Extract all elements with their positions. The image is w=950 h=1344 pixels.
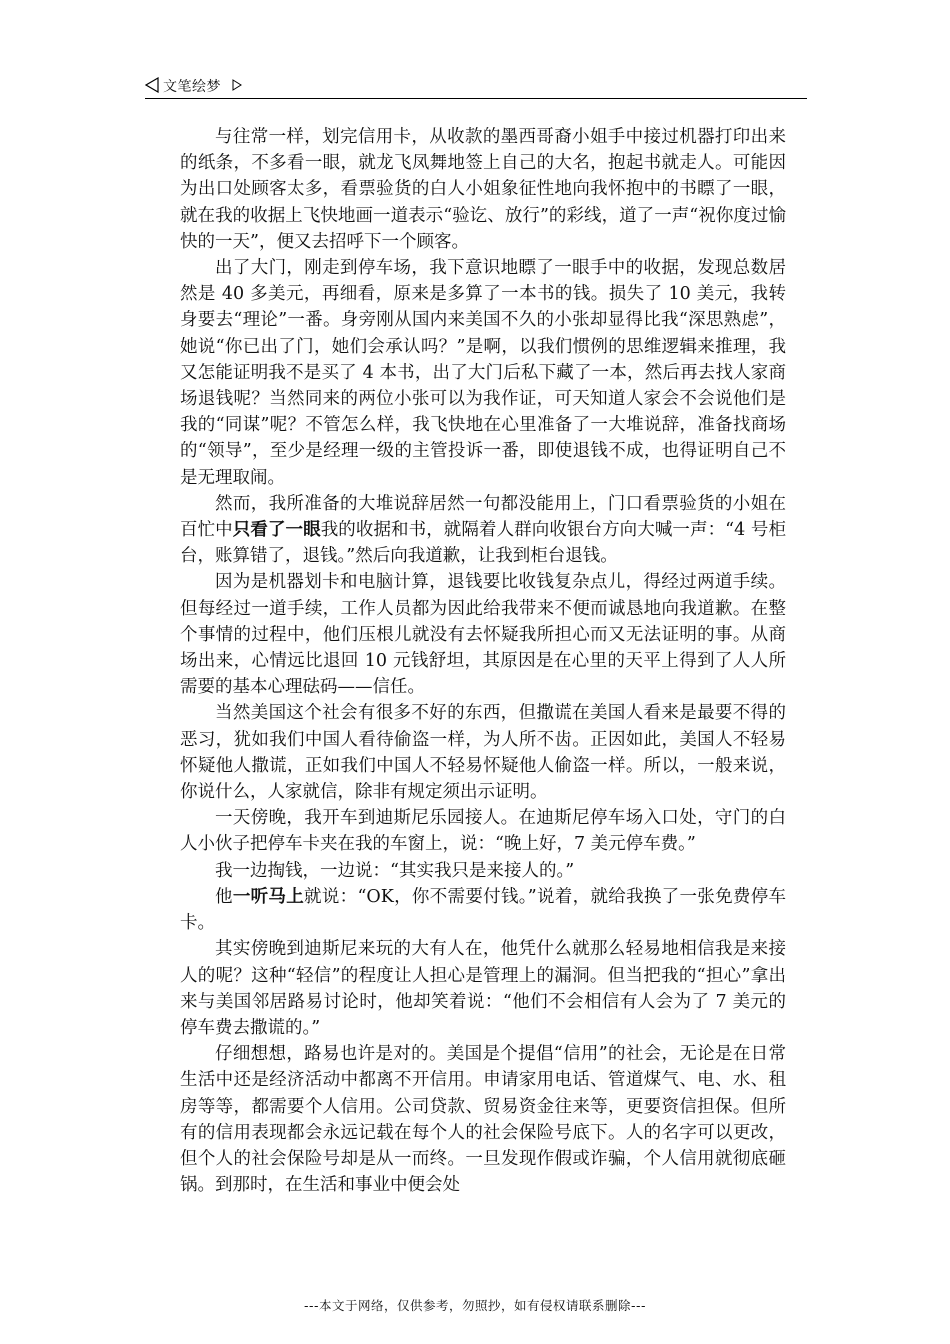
- paragraph: 我一边掏钱，一边说：“其实我只是来接人的。”: [215, 860, 575, 881]
- article-body: [180, 124, 786, 1198]
- page-header: [145, 74, 807, 99]
- paragraph: 与往常一样，划完信用卡，从收款的墨西哥裔小姐手中接过机器打印出来的纸条，不多看一眼，就龙飞凤舞地签上自己的大名，抱起书就走人。可能因为出口处顾客太多，看票验货的白人小姐象征性地向我怀抱中的书瞟了一眼，就在我的收据上飞快地画一道表示“验讫、放行”的彩线，道了一声“祝你度过愉快的一天”，便又去招呼下一个顾客。: [180, 127, 786, 252]
- triangle-right-outline-icon: [232, 79, 242, 91]
- triangle-left-outline-icon: [145, 77, 159, 93]
- paragraph-text: 他: [215, 886, 233, 907]
- paragraph: 出了大门，刚走到停车场，我下意识地瞟了一眼手中的收据，发现总数居然是 40 多美元，再细看，原来是多算了一本书的钱。损失了 10 美元，我转身要去“理论”一番。身旁刚从国内来美国不久的小张却显得比我“深思熟虑”，她说“你已出了门，她们会承认吗？”是啊，以我们惯例的思维逻辑来推理，我又怎能证明我不是买了 4 本书，出了大门后私下藏了一本，然后再去找人家商场退钱呢？当然同来的两位小张可以为我作证，可天知道人家会不会说他们是我的“同谋”呢？不管怎么样，我飞快地在心里准备了一大堆说辞，准备找商场的“领导”，至少是经理一级的主管投诉一番，即使退钱不成，也得证明自己不是无理取闹。: [180, 258, 786, 488]
- paragraph-text: 就说：“OK，你不需要付钱。”说着，就给我换了一张免费停车卡。: [180, 886, 787, 934]
- paragraph: [180, 884, 786, 936]
- paragraph: 当然美国这个社会有很多不好的东西，但撒谎在美国人看来是最要不得的恶习，犹如我们中国人看待偷盗一样，为人所不齿。正因如此，美国人不轻易怀疑他人撒谎，正如我们中国人不轻易怀疑他人偷盗一样。所以，一般来说，你说什么，人家就信，除非有规定须出示证明。: [180, 703, 786, 803]
- paragraph-text: 然而，我所准备的大堆说辞居然一句都没能用上，门口看票验货的小姐在百忙中: [180, 493, 786, 541]
- page-footer-disclaimer: ---本文于网络，仅供参考，勿照抄，如有侵权请联系删除---: [303, 1298, 647, 1313]
- paragraph: [180, 491, 786, 570]
- paragraph-text: 我的收据和书，就隔着人群向收银台方向大喊一声：“4 号柜台，账算错了，退钱。”然后向我道歉，让我到柜台退钱。: [180, 520, 786, 567]
- paragraph: 因为是机器划卡和电脑计算，退钱要比收钱复杂点儿，得经过两道手续。但每经过一道手续，工作人员都为因此给我带来不便而诚恳地向我道歉。在整个事情的过程中，他们压根儿就没有去怀疑我所担心而又无法证明的事。从商场出来，心情远比退回 10 元钱舒坦，其原因是在心里的天平上得到了人人所需要的基本心理砝码——信任。: [180, 572, 786, 698]
- paragraph: 仔细想想，路易也许是对的。美国是个提倡“信用”的社会，无论是在日常生活中还是经济活动中都离不开信用。申请家用电话、管道煤气、电、水、租房等等，都需要个人信用。公司贷款、贸易资金往来等，更要资信担保。但所有的信用表现都会永远记载在每个人的社会保险号底下。人的名字可以更改，但个人的社会保险号却是从一而终。一旦发现作假或诈骗，个人信用就彻底砸锅。到那时，在生活和事业中便会处: [180, 1044, 786, 1196]
- paragraph: 一天傍晚，我开车到迪斯尼乐园接人。在迪斯尼停车场入口处，守门的白人小伙子把停车卡夹在我的车窗上，说：“晚上好，7 美元停车费。”: [180, 808, 786, 855]
- header-title: 文笔绘梦: [163, 79, 221, 95]
- emphasis-text: 一听马上: [232, 886, 305, 907]
- paragraph: 其实傍晚到迪斯尼来玩的大有人在，他凭什么就那么轻易地相信我是来接人的呢？这种“轻信”的程度让人担心是管理上的漏洞。但当把我的“担心”拿出来与美国邻居路易讨论时，他却笑着说：“他们不会相信有人会为了 7 美元的停车费去撒谎的。”: [180, 939, 786, 1038]
- emphasis-text: 只看了一眼: [232, 520, 321, 541]
